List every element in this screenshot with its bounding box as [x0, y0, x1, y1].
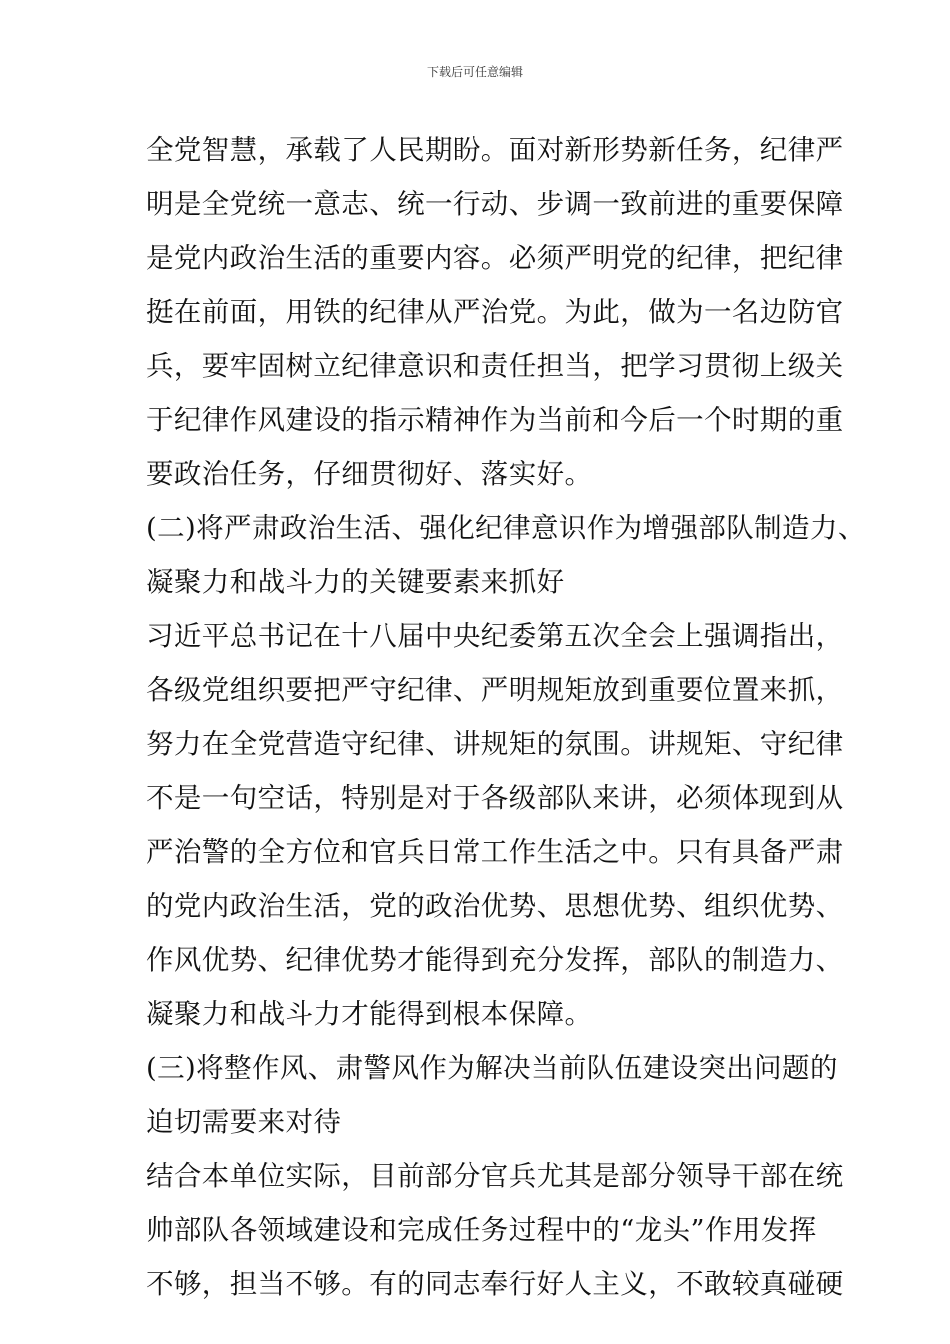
page-header: 下载后可任意编辑 [426, 65, 523, 79]
text-line: 全党智慧，承载了人民期盼。面对新形势新任务，纪律严 [146, 134, 844, 166]
section-heading-line: 凝聚力和战斗力的关键要素来抓好 [146, 566, 565, 598]
text-line: 各级党组织要把严守纪律、严明规矩放到重要位置来抓， [146, 674, 844, 706]
text-line: 的党内政治生活，党的政治优势、思想优势、组织优势、 [146, 890, 844, 922]
section-heading-line: (三)将整作风、肃警风作为解决当前队伍建设突出问题的 [146, 1052, 838, 1084]
section-heading-line: (二)将严肃政治生活、强化纪律意识作为增强部队制造力、 [146, 512, 866, 544]
text-line: 严治警的全方位和官兵日常工作生活之中。只有具备严肃 [146, 836, 844, 868]
text-line: 是党内政治生活的重要内容。必须严明党的纪律，把纪律 [146, 242, 844, 274]
text-line: 结合本单位实际，目前部分官兵尤其是部分领导干部在统 [146, 1160, 844, 1192]
text-line: 不够，担当不够。有的同志奉行好人主义，不敢较真碰硬 [146, 1268, 844, 1300]
text-line: 兵，要牢固树立纪律意识和责任担当，把学习贯彻上级关 [146, 350, 844, 382]
text-line: 不是一句空话，特别是对于各级部队来讲，必须体现到从 [146, 782, 844, 814]
text-line: 于纪律作风建设的指示精神作为当前和今后一个时期的重 [146, 404, 844, 436]
text-line: 习近平总书记在十八届中央纪委第五次全会上强调指出， [146, 620, 844, 652]
text-line: 帅部队各领域建设和完成任务过程中的“龙头”作用发挥 [146, 1214, 817, 1246]
text-line: 作风优势、纪律优势才能得到充分发挥，部队的制造力、 [146, 944, 844, 976]
text-line: 挺在前面，用铁的纪律从严治党。为此，做为一名边防官 [146, 296, 844, 328]
section-heading-line: 迫切需要来对待 [146, 1106, 342, 1138]
text-line: 努力在全党营造守纪律、讲规矩的氛围。讲规矩、守纪律 [146, 728, 844, 760]
text-line: 凝聚力和战斗力才能得到根本保障。 [146, 998, 593, 1030]
document-body [146, 128, 866, 1316]
text-line: 明是全党统一意志、统一行动、步调一致前进的重要保障 [146, 188, 844, 220]
text-line: 要政治任务，仔细贯彻好、落实好。 [146, 458, 593, 490]
